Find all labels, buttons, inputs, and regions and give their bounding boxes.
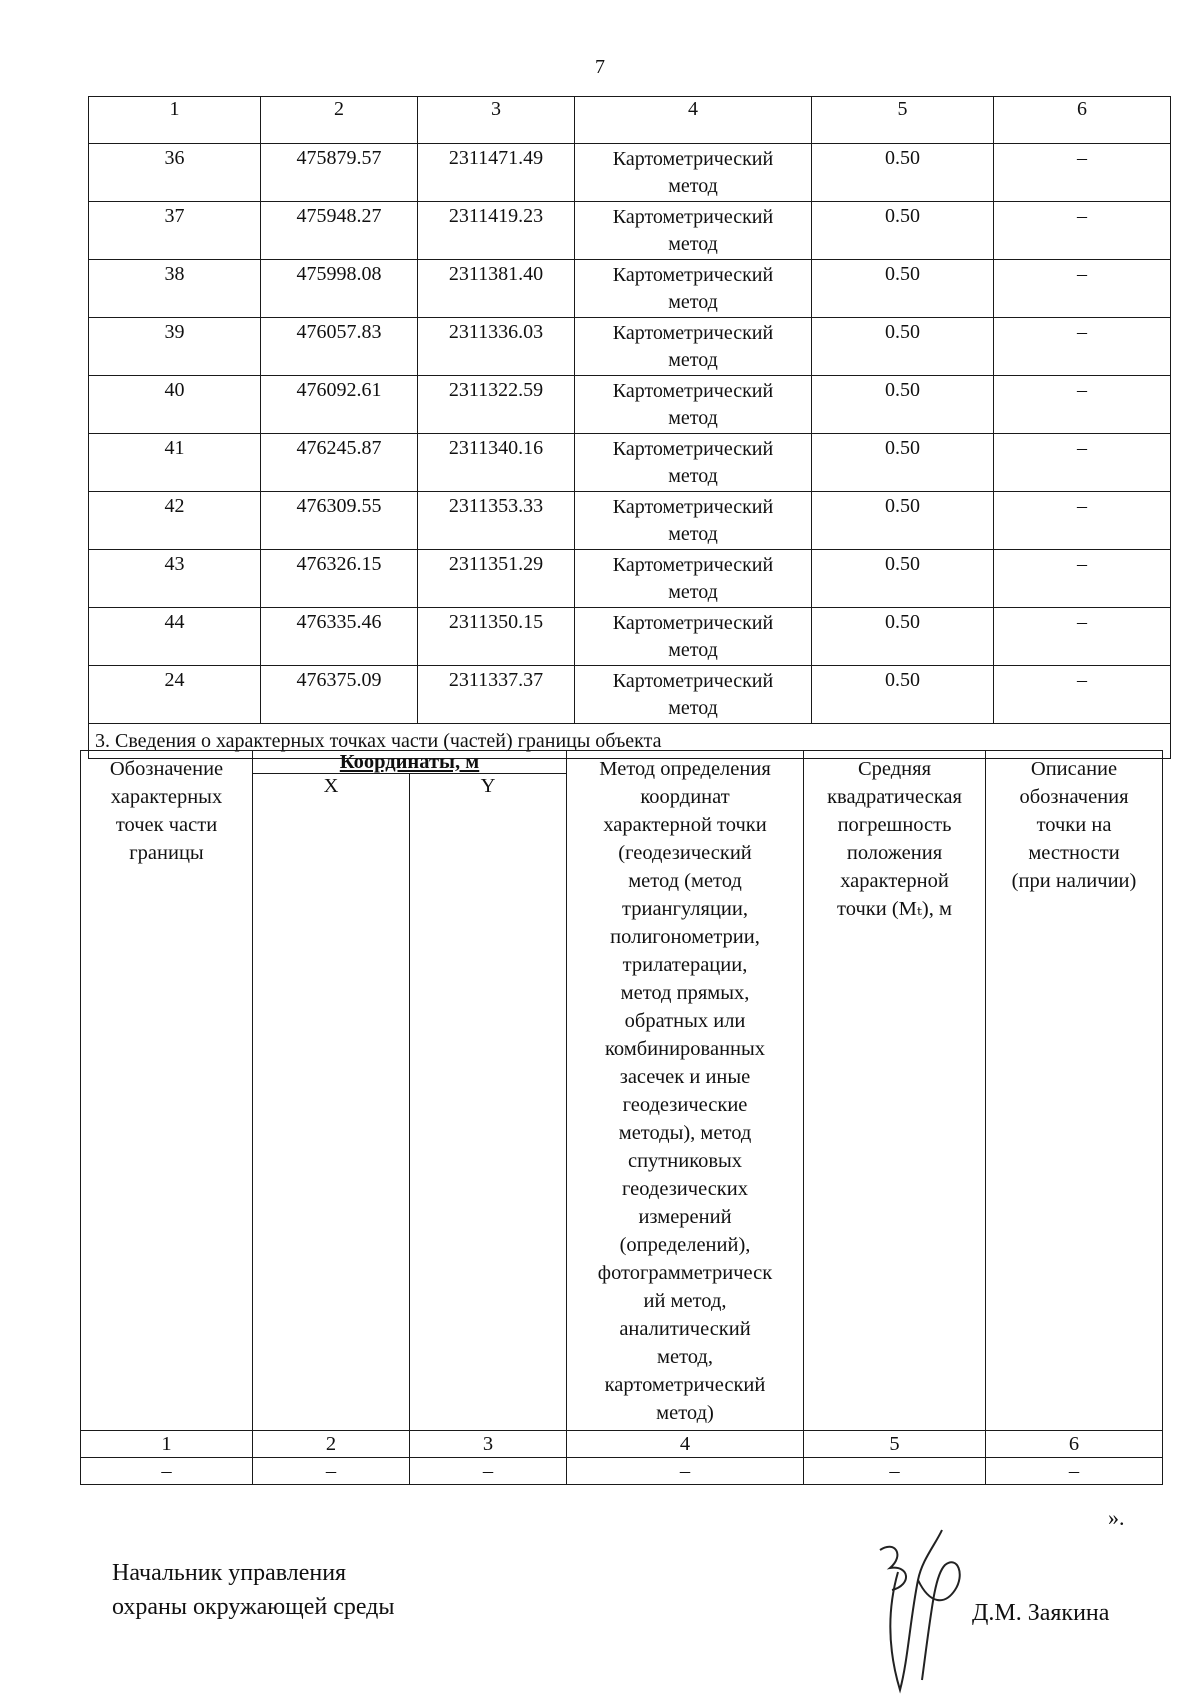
method-cell bbox=[575, 202, 812, 260]
column-number-row bbox=[81, 1431, 1163, 1458]
method-line: Картометрический bbox=[612, 438, 774, 460]
coordinate-y-cell: 2311419.23 bbox=[418, 202, 575, 260]
coordinate-y-cell: 2311336.03 bbox=[418, 318, 575, 376]
header-line: Средняя bbox=[858, 758, 932, 780]
mean-error-cell: 0.50 bbox=[812, 434, 994, 492]
coordinate-y-cell: 2311337.37 bbox=[418, 666, 575, 724]
column-number: 2 bbox=[253, 1431, 410, 1458]
header-line: трилатерации, bbox=[622, 954, 748, 976]
method-line: метод bbox=[668, 523, 718, 545]
table-row bbox=[89, 202, 1171, 260]
description-cell: – bbox=[994, 434, 1171, 492]
header-line: аналитический bbox=[619, 1318, 751, 1340]
header-line: характерной bbox=[840, 870, 949, 892]
table-row bbox=[89, 376, 1171, 434]
header-line: спутниковых bbox=[627, 1150, 743, 1172]
table-row bbox=[89, 144, 1171, 202]
method-line: Картометрический bbox=[612, 148, 774, 170]
method-line: метод bbox=[668, 697, 718, 719]
point-number-cell: 42 bbox=[89, 492, 261, 550]
coordinate-y-cell: 2311351.29 bbox=[418, 550, 575, 608]
coordinate-x-cell: 476326.15 bbox=[261, 550, 418, 608]
table-row bbox=[89, 492, 1171, 550]
method-cell bbox=[575, 666, 812, 724]
position-line: охраны окружающей среды bbox=[112, 1594, 395, 1620]
header-line: полигонометрии, bbox=[610, 926, 760, 948]
table-cell: – bbox=[804, 1458, 986, 1485]
description-cell: – bbox=[994, 492, 1171, 550]
point-number-cell: 41 bbox=[89, 434, 261, 492]
coordinate-y-cell: 2311353.33 bbox=[418, 492, 575, 550]
header-line: (определений), bbox=[619, 1234, 751, 1256]
point-number-cell: 36 bbox=[89, 144, 261, 202]
header-line: метод прямых, bbox=[620, 982, 750, 1004]
coordinate-x-cell: 476335.46 bbox=[261, 608, 418, 666]
header-line: точек части bbox=[115, 814, 218, 836]
header-line: местности bbox=[1028, 842, 1120, 864]
method-line: метод bbox=[668, 233, 718, 255]
header-line: квадратическая bbox=[827, 786, 962, 808]
table-cell: – bbox=[567, 1458, 804, 1485]
coordinate-y-cell: 2311350.15 bbox=[418, 608, 575, 666]
column-number: 2 bbox=[261, 97, 418, 144]
header-line: обратных или bbox=[624, 1010, 746, 1032]
mean-error-cell: 0.50 bbox=[812, 260, 994, 318]
header-line: триангуляции, bbox=[622, 898, 748, 920]
coordinate-y-cell: 2311381.40 bbox=[418, 260, 575, 318]
header-line: измерений bbox=[638, 1206, 732, 1228]
method-line: метод bbox=[668, 175, 718, 197]
closing-quote: ». bbox=[1108, 1505, 1125, 1530]
method-line: метод bbox=[668, 349, 718, 371]
method-cell bbox=[575, 434, 812, 492]
method-line: Картометрический bbox=[612, 496, 774, 518]
header-line: характерной точки bbox=[603, 814, 767, 836]
description-cell: – bbox=[994, 608, 1171, 666]
column-number: 3 bbox=[410, 1431, 567, 1458]
column-number: 5 bbox=[812, 97, 994, 144]
table-cell: – bbox=[81, 1458, 253, 1485]
column-number: 3 bbox=[418, 97, 575, 144]
header-line: метод) bbox=[656, 1402, 714, 1424]
column-number: 1 bbox=[89, 97, 261, 144]
method-line: метод bbox=[668, 291, 718, 313]
column-number: 4 bbox=[567, 1431, 804, 1458]
mean-error-cell: 0.50 bbox=[812, 144, 994, 202]
point-number-cell: 44 bbox=[89, 608, 261, 666]
signoff-position bbox=[112, 1556, 395, 1624]
description-cell: – bbox=[994, 144, 1171, 202]
header-line: обозначения bbox=[1019, 786, 1129, 808]
header-line: ий метод, bbox=[643, 1290, 727, 1312]
part-boundary-points-table bbox=[80, 750, 1163, 1485]
method-cell bbox=[575, 550, 812, 608]
table-row bbox=[89, 666, 1171, 724]
point-number-cell: 43 bbox=[89, 550, 261, 608]
coordinate-x-cell: 476092.61 bbox=[261, 376, 418, 434]
column-number: 4 bbox=[575, 97, 812, 144]
description-cell: – bbox=[994, 318, 1171, 376]
header-line: погрешность bbox=[837, 814, 952, 836]
description-cell: – bbox=[994, 550, 1171, 608]
point-number-cell: 24 bbox=[89, 666, 261, 724]
header-line: геодезических bbox=[622, 1178, 748, 1200]
coordinate-x-cell: 476375.09 bbox=[261, 666, 418, 724]
coordinate-x-cell: 475998.08 bbox=[261, 260, 418, 318]
mean-error-cell: 0.50 bbox=[812, 492, 994, 550]
table-cell: – bbox=[410, 1458, 567, 1485]
header-line: (геодезический bbox=[618, 842, 752, 864]
table-row bbox=[89, 318, 1171, 376]
method-cell bbox=[575, 492, 812, 550]
coordinate-y-cell: 2311340.16 bbox=[418, 434, 575, 492]
header-line: геодезические bbox=[622, 1094, 748, 1116]
header-point-designation bbox=[81, 751, 253, 1431]
header-coordinates: Координаты, м bbox=[253, 751, 567, 774]
signer-name: Д.М. Заякина bbox=[972, 1600, 1110, 1626]
coordinate-x-cell: 476309.55 bbox=[261, 492, 418, 550]
table-row bbox=[89, 434, 1171, 492]
header-line: картометрический bbox=[604, 1374, 766, 1396]
boundary-points-table bbox=[88, 96, 1171, 759]
column-number: 6 bbox=[994, 97, 1171, 144]
mean-error-cell: 0.50 bbox=[812, 550, 994, 608]
mean-error-cell: 0.50 bbox=[812, 666, 994, 724]
header-line: точки (Mₜ), м bbox=[837, 898, 952, 920]
header-description bbox=[986, 751, 1163, 1431]
header-line: комбинированных bbox=[604, 1038, 766, 1060]
method-line: Картометрический bbox=[612, 670, 774, 692]
position-line: Начальник управления bbox=[112, 1560, 347, 1586]
table-cell: – bbox=[253, 1458, 410, 1485]
description-cell: – bbox=[994, 666, 1171, 724]
method-line: Картометрический bbox=[612, 554, 774, 576]
header-line: засечек и иные bbox=[619, 1066, 751, 1088]
header-line: методы), метод bbox=[618, 1122, 752, 1144]
coordinate-x-cell: 476057.83 bbox=[261, 318, 418, 376]
table-row bbox=[89, 608, 1171, 666]
coordinate-x-cell: 476245.87 bbox=[261, 434, 418, 492]
header-coordinate-x: X bbox=[253, 774, 410, 1431]
table-row bbox=[89, 550, 1171, 608]
header-line: границы bbox=[129, 842, 204, 864]
mean-error-cell: 0.50 bbox=[812, 608, 994, 666]
method-line: метод bbox=[668, 407, 718, 429]
point-number-cell: 39 bbox=[89, 318, 261, 376]
table-cell: – bbox=[986, 1458, 1163, 1485]
header-line: Обозначение bbox=[109, 758, 224, 780]
header-line: метод, bbox=[657, 1346, 713, 1368]
coordinate-x-cell: 475948.27 bbox=[261, 202, 418, 260]
section-title: 3. Сведения о характерных точках части (частей) границы объекта bbox=[89, 724, 1171, 759]
method-line: Картометрический bbox=[612, 264, 774, 286]
header-line: метод (метод bbox=[628, 870, 742, 892]
method-line: Картометрический bbox=[612, 206, 774, 228]
header-line: Описание bbox=[1030, 758, 1118, 780]
method-cell bbox=[575, 260, 812, 318]
handwritten-signature bbox=[860, 1510, 980, 1700]
method-line: метод bbox=[668, 639, 718, 661]
coordinate-x-cell: 475879.57 bbox=[261, 144, 418, 202]
coordinate-y-cell: 2311471.49 bbox=[418, 144, 575, 202]
point-number-cell: 37 bbox=[89, 202, 261, 260]
description-cell: – bbox=[994, 202, 1171, 260]
header-mean-error bbox=[804, 751, 986, 1431]
method-cell bbox=[575, 608, 812, 666]
method-line: метод bbox=[668, 581, 718, 603]
method-cell bbox=[575, 144, 812, 202]
mean-error-cell: 0.50 bbox=[812, 376, 994, 434]
method-line: Картометрический bbox=[612, 322, 774, 344]
empty-data-row bbox=[81, 1458, 1163, 1485]
method-line: Картометрический bbox=[612, 380, 774, 402]
header-line: (при наличии) bbox=[1011, 870, 1137, 892]
point-number-cell: 40 bbox=[89, 376, 261, 434]
method-line: метод bbox=[668, 465, 718, 487]
column-number: 5 bbox=[804, 1431, 986, 1458]
page-number: 7 bbox=[595, 56, 605, 78]
column-number: 1 bbox=[81, 1431, 253, 1458]
table-row bbox=[89, 260, 1171, 318]
method-cell bbox=[575, 376, 812, 434]
mean-error-cell: 0.50 bbox=[812, 318, 994, 376]
method-line: Картометрический bbox=[612, 612, 774, 634]
header-line: характерных bbox=[110, 786, 223, 808]
header-line: положения bbox=[846, 842, 943, 864]
description-cell: – bbox=[994, 260, 1171, 318]
coordinate-y-cell: 2311322.59 bbox=[418, 376, 575, 434]
header-line: координат bbox=[640, 786, 730, 808]
mean-error-cell: 0.50 bbox=[812, 202, 994, 260]
description-cell: – bbox=[994, 376, 1171, 434]
header-line: точки на bbox=[1036, 814, 1112, 836]
column-number: 6 bbox=[986, 1431, 1163, 1458]
header-line: Метод определения bbox=[599, 758, 771, 780]
point-number-cell: 38 bbox=[89, 260, 261, 318]
header-method bbox=[567, 751, 804, 1431]
method-cell bbox=[575, 318, 812, 376]
header-coordinate-y: Y bbox=[410, 774, 567, 1431]
column-number-row bbox=[89, 97, 1171, 144]
header-line: фотограмметрическ bbox=[597, 1262, 773, 1284]
